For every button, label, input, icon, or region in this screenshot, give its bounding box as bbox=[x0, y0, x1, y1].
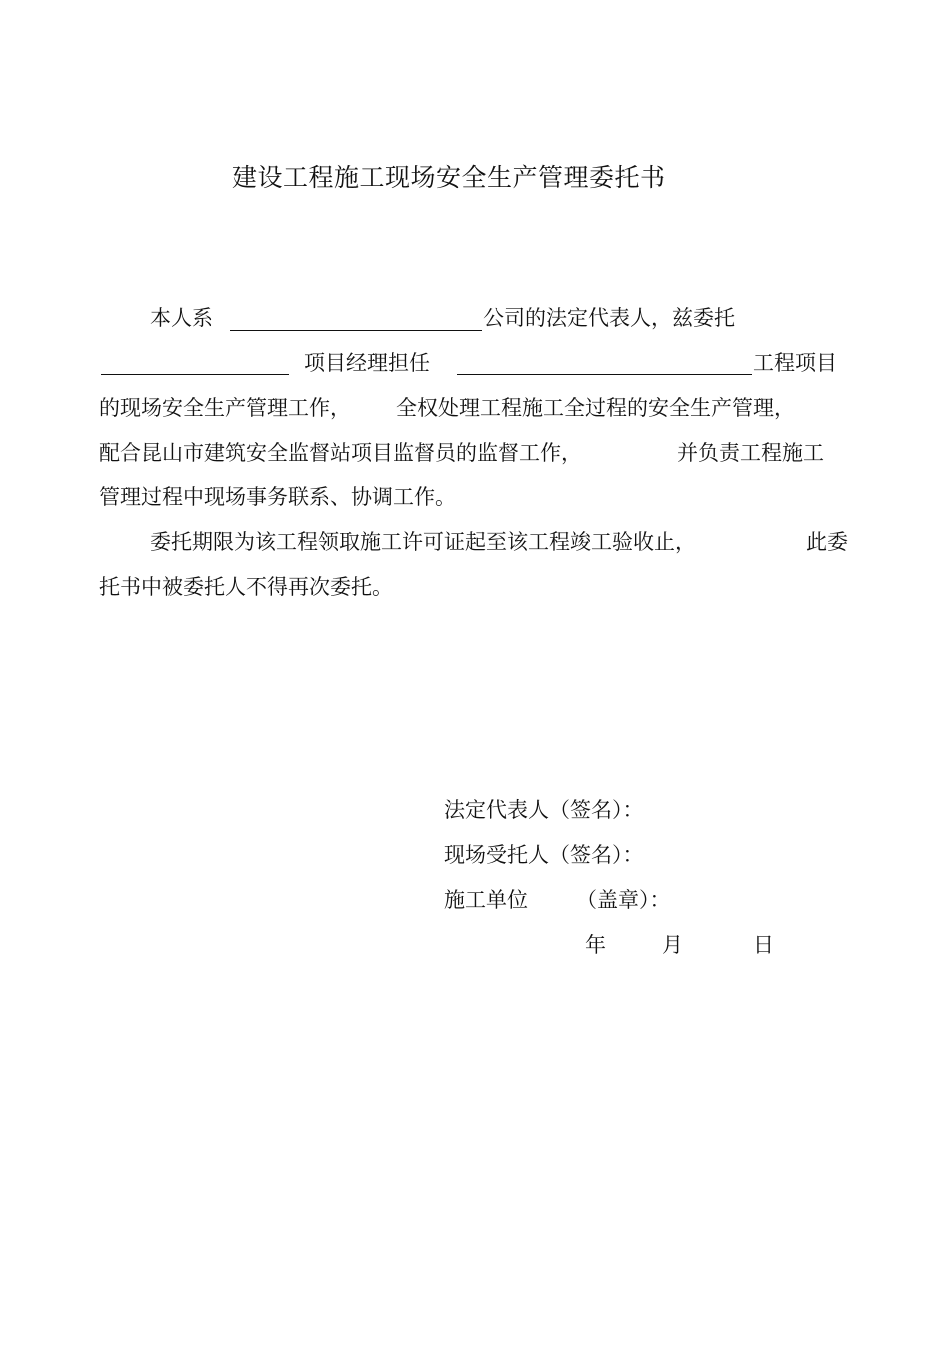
site-agent-signature-label: 现场受托人（签名）： bbox=[444, 843, 644, 867]
seal-label: （盖章）： bbox=[576, 888, 671, 912]
manager-blank bbox=[101, 374, 289, 375]
p1-line3-a: 的现场安全生产管理工作， bbox=[99, 396, 351, 420]
legal-rep-signature-label: 法定代表人（签名）： bbox=[444, 798, 644, 822]
p1-line4-b: 并负责工程施工 bbox=[677, 441, 824, 465]
p1-line4-a: 配合昆山市建筑安全监督站项目监督员的监督工作， bbox=[99, 441, 582, 465]
project-blank bbox=[457, 374, 752, 375]
p2-line1-b: 此委 bbox=[806, 530, 848, 554]
date-month-label: 月 bbox=[662, 933, 683, 957]
p2-line1-a: 委托期限为该工程领取施工许可证起至该工程竣工验收止， bbox=[150, 530, 696, 554]
p1-line3-b: 全权处理工程施工全过程的安全生产管理， bbox=[396, 396, 795, 420]
p2-line2: 托书中被委托人不得再次委托。 bbox=[99, 575, 393, 599]
document-title: 建设工程施工现场安全生产管理委托书 bbox=[232, 163, 666, 192]
p1-line2-suffix: 工程项目 bbox=[753, 351, 837, 375]
date-day-label: 日 bbox=[753, 933, 774, 957]
p1-line2-middle: 项目经理担任 bbox=[304, 351, 430, 375]
company-blank bbox=[230, 330, 482, 331]
p1-line1-prefix: 本人系 bbox=[150, 306, 213, 330]
date-year-label: 年 bbox=[585, 933, 606, 957]
p1-line5: 管理过程中现场事务联系、协调工作。 bbox=[99, 485, 456, 509]
construction-unit-label: 施工单位 bbox=[444, 888, 528, 912]
p1-line1-suffix: 公司的法定代表人，兹委托 bbox=[483, 306, 735, 330]
